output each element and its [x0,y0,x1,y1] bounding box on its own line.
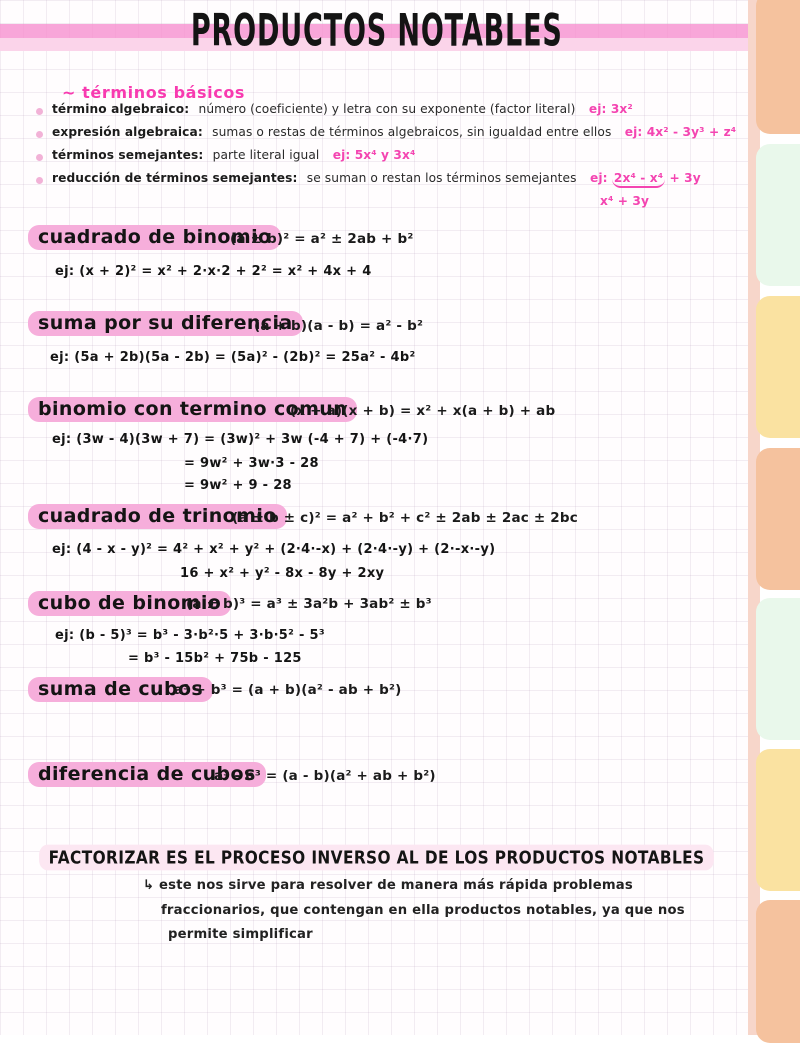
notebook-tab-3 [756,296,800,438]
example-line: ej: (b - 5)³ = b³ - 3·b²·5 + 3·b·5² - 5³ [55,628,325,643]
basics-desc: parte literal igual [212,148,320,162]
notebook-tab-6 [756,749,800,891]
basics-item [52,125,736,139]
footer-note-line: ↳ este nos sirve para resolver de manera más rápida problemas [143,878,633,893]
section-heading: cuadrado de trinomio [28,504,287,529]
example-line: = 9w² + 9 - 28 [184,478,292,493]
section-heading: diferencia de cubos [28,762,266,787]
section-formula: (a ± b)³ = a³ ± 3a²b + 3ab² ± b³ [186,596,432,612]
section-formula: a³ - b³ = (a - b)(a² + ab + b²) [214,768,436,784]
notebook-tab-1 [756,0,800,134]
footer-banner: FACTORIZAR ES EL PROCESO INVERSO AL DE LOS PRODUCTOS NOTABLES [39,845,714,871]
footer-note-line: fraccionarios, que contengan en ella productos notables, ya que nos [161,903,685,918]
basics-term: expresión algebraica: [52,125,203,139]
basics-item [52,102,633,116]
basics-example: ej: 4x² - 3y³ + z⁴ [624,125,737,139]
basics-desc: se suman o restan los términos semejantes [306,171,577,185]
section-formula: (a + b)(a - b) = a² - b² [254,318,424,334]
basics-term: reducción de términos semejantes: [52,171,298,185]
basics-desc: número (coeficiente) y letra con su exponente (factor literal) [198,102,576,116]
notebook-tab-4 [756,448,800,590]
basics-example-braced: 2x⁴ - x⁴ [612,171,665,188]
example-line: ej: (x + 2)² = x² + 2·x·2 + 2² = x² + 4x + 4 [55,264,372,279]
basics-example-label: ej: [589,171,608,185]
section-formula: (a ± b ± c)² = a² + b² + c² ± 2ab ± 2ac ± 2bc [232,510,578,526]
basics-item [52,148,415,162]
example-line: = b³ - 15b² + 75b - 125 [128,651,302,666]
section-formula: (a ± b)² = a² ± 2ab + b² [230,231,414,247]
notebook-tab-2 [756,144,800,286]
footer-note-line: permite simplificar [168,927,313,942]
section-formula: a³ + b³ = (a + b)(a² - ab + b²) [174,682,402,698]
basics-example: ej: 3x² [588,102,633,116]
section-heading: suma de cubos [28,677,213,702]
basics-example-result: x⁴ + 3y [600,194,650,208]
section-heading: suma por su diferencia [28,311,303,336]
footer-banner-wrap [0,846,753,869]
basics-term: términos semejantes: [52,148,204,162]
bullet-icon [36,177,43,184]
basics-example: ej: 5x⁴ y 3x⁴ [332,148,416,162]
section-heading: cubo de binomio [28,591,231,616]
basics-desc: sumas o restas de términos algebraicos, sin igualdad entre ellos [212,125,612,139]
example-line: = 9w² + 3w·3 - 28 [184,456,319,471]
basics-item [52,171,701,188]
example-line: ej: (3w - 4)(3w + 7) = (3w)² + 3w (-4 + 7) + (-4·7) [52,432,429,447]
basics-term: término algebraico: [52,102,190,116]
section-heading: binomio con termino comun [28,397,357,422]
bullet-icon [36,108,43,115]
bullet-icon [36,154,43,161]
page-title-wrap [0,4,753,57]
notebook-tab-7 [756,900,800,1043]
example-line: 16 + x² + y² - 8x - 8y + 2xy [180,566,385,581]
page-title: PRODUCTOS NOTABLES [190,4,563,57]
basics-example-tail: + 3y [669,171,701,185]
section-formula: (x + a)(x + b) = x² + x(a + b) + ab [290,403,556,419]
basics-heading: ~ términos básicos [62,83,246,102]
bullet-icon [36,131,43,138]
section-heading: cuadrado de binomio [28,225,281,250]
notebook-tab-5 [756,598,800,740]
example-line: ej: (4 - x - y)² = 4² + x² + y² + (2·4·-x) + (2·4·-y) + (2·-x·-y) [52,542,496,557]
example-line: ej: (5a + 2b)(5a - 2b) = (5a)² - (2b)² = 25a² - 4b² [50,350,416,365]
